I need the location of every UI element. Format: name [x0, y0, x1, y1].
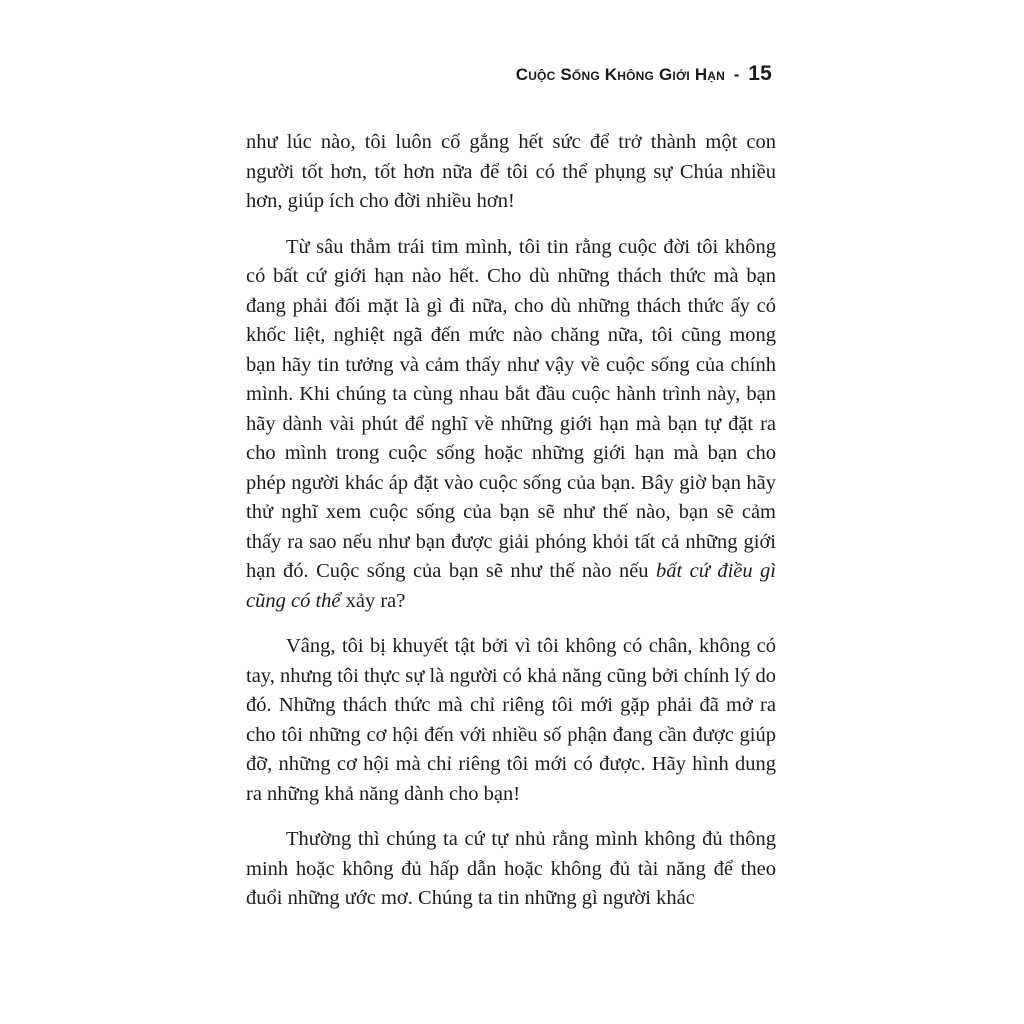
emphasis-text: bất cứ điều gì cũng có thể	[246, 560, 777, 612]
paragraph	[246, 233, 776, 617]
body-text	[246, 128, 776, 930]
paragraph-text: Từ sâu thẳm trái tim mình, tôi tin rằng cuộc đời tôi không có bất cứ giới hạn nào hết. Cho dù những thách thức mà bạn đang phải đối mặt là gì đi nữa, cho dù những thách thức ấy có khốc liệt, nghiệt ngã đến mức nào chăng nữa, tôi cũng mong bạn hãy tin tưởng và cảm thấy như vậy về cuộc sống của chính mình. Khi chúng ta cùng nhau bắt đầu cuộc hành trình này, bạn hãy dành vài phút để nghĩ về những giới hạn mà bạn tự đặt ra cho mình trong cuộc sống hoặc những giới hạn mà bạn cho phép người khác áp đặt vào cuộc sống của bạn. Bây giờ bạn hãy thử nghĩ xem cuộc sống của bạn sẽ như thế nào, bạn sẽ cảm thấy ra sao nếu như bạn được giải phóng khỏi tất cả những giới hạn đó. Cuộc sống của bạn sẽ như thế nào nếu	[246, 235, 776, 582]
paragraph-continued: như lúc nào, tôi luôn cố gắng hết sức để trở thành một con người tốt hơn, tốt hơn nữa để tôi có thể phụng sự Chúa nhiều hơn, giúp ích cho đời nhiều hơn!	[246, 131, 776, 212]
running-head-title: Cuộc Sống Không Giới Hạn	[515, 65, 726, 84]
running-head	[516, 62, 772, 86]
paragraph: Thường thì chúng ta cứ tự nhủ rằng mình không đủ thông minh hoặc không đủ hấp dẫn hoặc không đủ tài năng để theo đuổi những ước mơ. Chúng ta tin những gì người khác	[246, 828, 776, 909]
paragraph-text-end: xảy ra?	[340, 589, 406, 612]
paragraph: Vâng, tôi bị khuyết tật bởi vì tôi không có chân, không có tay, nhưng tôi thực sự là người có khả năng cũng bởi chính lý do đó. Những thách thức mà chỉ riêng tôi mới gặp phải đã mở ra cho tôi những cơ hội đến với nhiều số phận đang cần được giúp đỡ, những cơ hội mà chỉ riêng tôi mới có được. Hãy hình dung ra những khả năng dành cho bạn!	[246, 635, 776, 805]
page-number: 15	[748, 62, 772, 85]
running-head-separator: -	[733, 65, 740, 84]
